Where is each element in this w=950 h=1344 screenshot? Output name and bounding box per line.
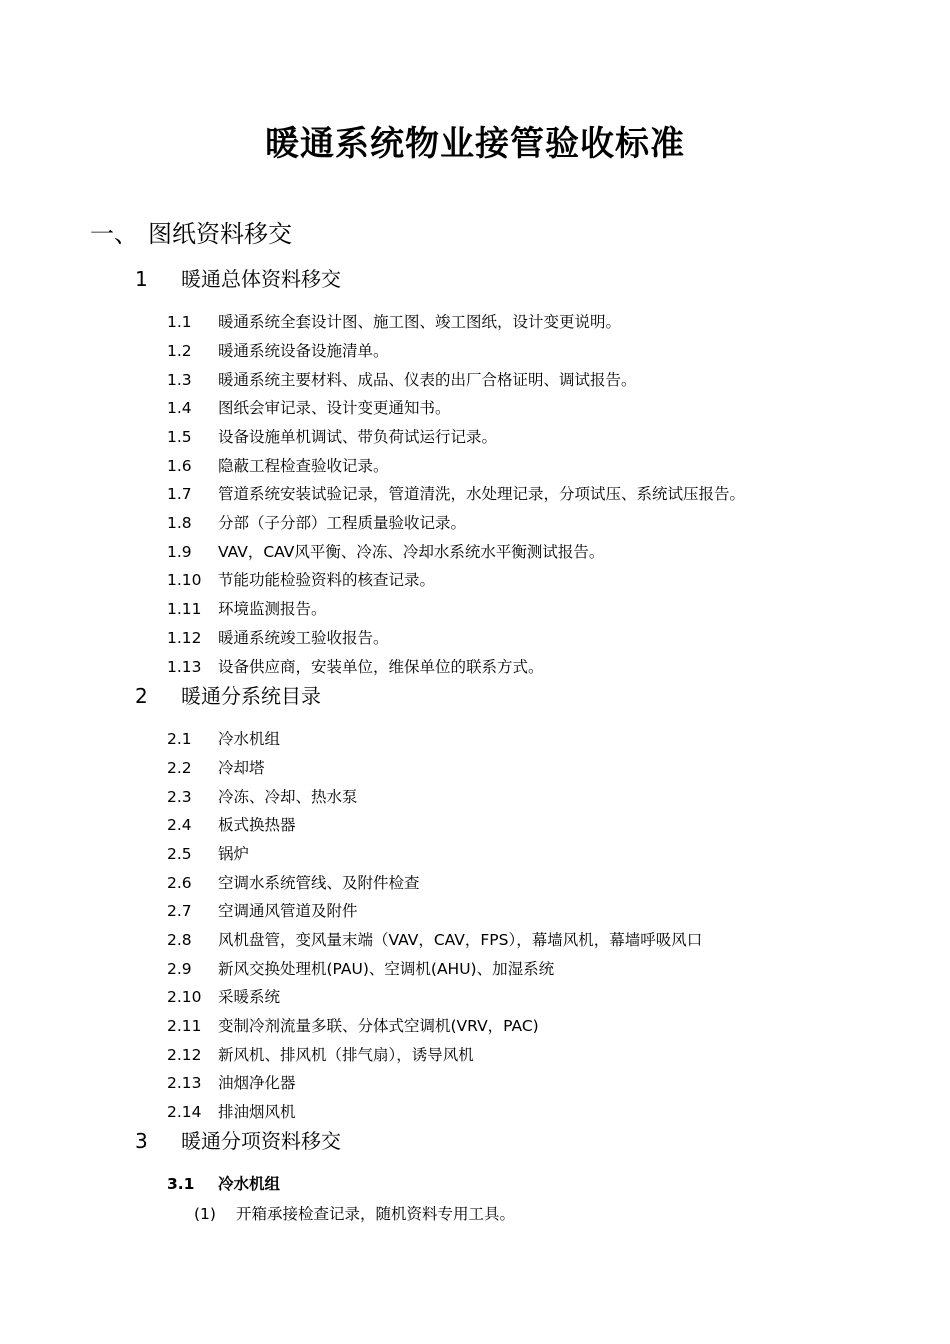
subsection-number: 2 xyxy=(135,684,148,708)
item-text: 开箱承接检查记录，随机资料专用工具。 xyxy=(236,1205,516,1223)
item-text: 空调通风管道及附件 xyxy=(218,902,358,920)
item-number: 1.6 xyxy=(167,457,192,475)
list-item xyxy=(167,455,389,477)
item-number: 1.2 xyxy=(167,342,192,360)
item-number: 2.7 xyxy=(167,902,192,920)
item-number: 1.8 xyxy=(167,514,192,532)
item-number: 1.3 xyxy=(167,371,192,389)
item-text: 暖通系统设备设施清单。 xyxy=(218,342,389,360)
list-item xyxy=(167,569,435,591)
list-item xyxy=(167,541,604,563)
item-text: 设备供应商，安装单位，维保单位的联系方式。 xyxy=(218,658,544,676)
item-text: 排油烟风机 xyxy=(218,1103,296,1121)
item-text: 分部（子分部）工程质量验收记录。 xyxy=(218,514,467,532)
list-item xyxy=(167,986,280,1008)
item-text: 暖通系统主要材料、成品、仪表的出厂合格证明、调试报告。 xyxy=(218,371,637,389)
item-number: 1.13 xyxy=(167,658,202,676)
item-number: 2.11 xyxy=(167,1017,202,1035)
list-item xyxy=(167,958,554,980)
item-number: 3.1 xyxy=(167,1175,195,1193)
item-text: 空调水系统管线、及附件检查 xyxy=(218,874,420,892)
item-text: 采暖系统 xyxy=(218,988,281,1006)
list-item xyxy=(167,872,420,894)
item-text: VAV，CAV风平衡、冷冻、冷却水系统水平衡测试报告。 xyxy=(218,543,605,561)
item-text: 隐蔽工程检查验收记录。 xyxy=(218,457,389,475)
subsection-number: 1 xyxy=(135,267,148,291)
section-number: 一、 xyxy=(90,220,138,248)
section-title: 图纸资料移交 xyxy=(148,220,292,248)
list-item xyxy=(167,340,389,362)
item-number: 2.12 xyxy=(167,1046,202,1064)
list-item xyxy=(167,1015,539,1037)
item-number: 2.6 xyxy=(167,874,192,892)
item-number: 2.1 xyxy=(167,730,192,748)
item-number: (1) xyxy=(194,1205,216,1223)
list-item xyxy=(167,627,389,649)
list-item xyxy=(167,483,745,505)
item-number: 1.10 xyxy=(167,571,202,589)
item-text: 油烟净化器 xyxy=(218,1074,296,1092)
list-item xyxy=(167,656,544,678)
item-number: 1.4 xyxy=(167,399,192,417)
list-item xyxy=(167,1072,296,1094)
item-number: 1.7 xyxy=(167,485,192,503)
item-text: 风机盘管，变风量末端（VAV，CAV，FPS），幕墙风机，幕墙呼吸风口 xyxy=(218,931,703,949)
subsection-title: 暖通分项资料移交 xyxy=(181,1129,341,1153)
item-text: 变制冷剂流量多联、分体式空调机(VRV，PAC) xyxy=(218,1017,539,1035)
list-item xyxy=(167,426,497,448)
list-item xyxy=(167,1044,474,1066)
list-item xyxy=(167,786,358,808)
list-item xyxy=(167,843,249,865)
item-number: 1.11 xyxy=(167,600,202,618)
subsection-number: 3 xyxy=(135,1129,148,1153)
item-number: 2.4 xyxy=(167,816,192,834)
item-text: 环境监测报告。 xyxy=(218,600,327,618)
item-text: 冷水机组 xyxy=(218,730,281,748)
list-item xyxy=(167,369,637,391)
subsection-title: 暖通总体资料移交 xyxy=(181,267,341,291)
item-number: 2.9 xyxy=(167,960,192,978)
item-number: 1.12 xyxy=(167,629,202,647)
item-text: 设备设施单机调试、带负荷试运行记录。 xyxy=(218,428,498,446)
list-item xyxy=(167,929,702,951)
list-item xyxy=(167,728,280,750)
sub-list-item xyxy=(194,1203,515,1225)
item-text: 冷水机组 xyxy=(218,1175,281,1193)
list-item xyxy=(167,757,265,779)
list-item xyxy=(167,900,358,922)
document-title: 暖通系统物业接管验收标准 xyxy=(265,124,685,164)
item-text: 新风机、排风机（排气扇），诱导风机 xyxy=(218,1046,474,1064)
item-number: 2.13 xyxy=(167,1074,202,1092)
subsection-title: 暖通分系统目录 xyxy=(181,684,321,708)
section-heading-1 xyxy=(90,218,292,250)
item-text: 冷冻、冷却、热水泵 xyxy=(218,788,358,806)
item-text: 锅炉 xyxy=(218,845,250,863)
item-text: 板式换热器 xyxy=(218,816,296,834)
item-number: 2.8 xyxy=(167,931,192,949)
item-text: 暖通系统全套设计图、施工图、竣工图纸，设计变更说明。 xyxy=(218,313,622,331)
list-item xyxy=(167,512,466,534)
item-number: 2.5 xyxy=(167,845,192,863)
item-text: 冷却塔 xyxy=(218,759,265,777)
list-item xyxy=(167,1101,296,1123)
subsection-heading-3 xyxy=(135,1126,341,1156)
item-text: 节能功能检验资料的核查记录。 xyxy=(218,571,436,589)
list-item xyxy=(167,397,451,419)
subsection-heading-2 xyxy=(135,681,321,711)
subsubsection-heading xyxy=(167,1173,280,1195)
item-number: 1.9 xyxy=(167,543,192,561)
item-text: 图纸会审记录、设计变更通知书。 xyxy=(218,399,451,417)
item-number: 2.10 xyxy=(167,988,202,1006)
item-number: 1.5 xyxy=(167,428,192,446)
list-item xyxy=(167,814,296,836)
list-item xyxy=(167,598,327,620)
list-item xyxy=(167,311,621,333)
item-number: 2.3 xyxy=(167,788,192,806)
item-number: 2.14 xyxy=(167,1103,202,1121)
item-number: 1.1 xyxy=(167,313,192,331)
item-text: 管道系统安装试验记录，管道清洗，水处理记录，分项试压、系统试压报告。 xyxy=(218,485,746,503)
item-text: 新风交换处理机(PAU)、空调机(AHU)、加湿系统 xyxy=(218,960,555,978)
subsection-heading-1 xyxy=(135,264,341,294)
item-text: 暖通系统竣工验收报告。 xyxy=(218,629,389,647)
item-number: 2.2 xyxy=(167,759,192,777)
